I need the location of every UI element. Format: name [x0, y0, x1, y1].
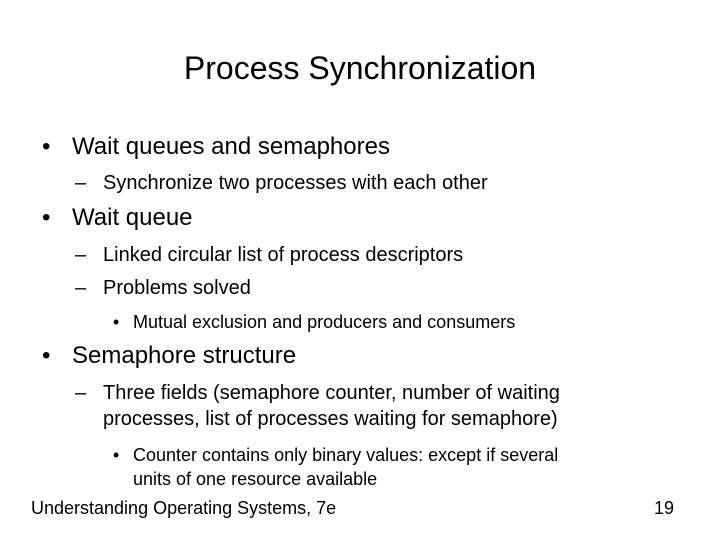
bullet-marker: •	[113, 445, 120, 465]
bullet-wait-queue	[42, 204, 193, 232]
subsub-bullet-text: Counter contains only binary values: except if several	[133, 445, 559, 465]
bullet-text: Wait queue	[72, 204, 193, 231]
subsub-bullet-mutual-exclusion	[113, 310, 515, 334]
subsub-bullet-counter	[113, 443, 558, 467]
dash-marker: –	[75, 277, 87, 299]
slide-title: Process Synchronization	[183, 50, 537, 86]
sub-bullet-problems-solved	[75, 275, 251, 301]
bullet-marker: •	[113, 312, 120, 332]
sub-bullet-linked-list	[75, 242, 463, 268]
subsub-bullet-counter-continuation: units of one resource available	[133, 469, 378, 489]
bullet-marker: •	[42, 342, 51, 369]
dash-marker: –	[75, 244, 87, 266]
subsub-bullet-text: Mutual exclusion and producers and consumers	[133, 312, 516, 332]
sub-bullet-synchronize	[75, 170, 488, 196]
bullet-text: Wait queues and semaphores	[72, 133, 390, 160]
sub-bullet-text: Three fields (semaphore counter, number of waiting	[103, 382, 560, 404]
sub-bullet-text: Synchronize two processes with each other	[103, 172, 488, 194]
dash-marker: –	[75, 382, 87, 404]
dash-marker: –	[75, 172, 87, 194]
footer-source: Understanding Operating Systems, 7e	[31, 498, 337, 518]
sub-bullet-text: Linked circular list of process descriptors	[103, 244, 464, 266]
sub-bullet-three-fields	[75, 380, 560, 406]
page-number: 19	[654, 498, 675, 518]
bullet-marker: •	[42, 204, 51, 231]
sub-bullet-three-fields-continuation: processes, list of processes waiting for semaphore)	[103, 408, 558, 430]
bullet-marker: •	[42, 133, 51, 160]
sub-bullet-text: Problems solved	[103, 277, 251, 299]
bullet-semaphore-structure	[42, 342, 296, 370]
bullet-wait-queues-and-semaphores	[42, 133, 390, 161]
bullet-text: Semaphore structure	[72, 342, 297, 369]
